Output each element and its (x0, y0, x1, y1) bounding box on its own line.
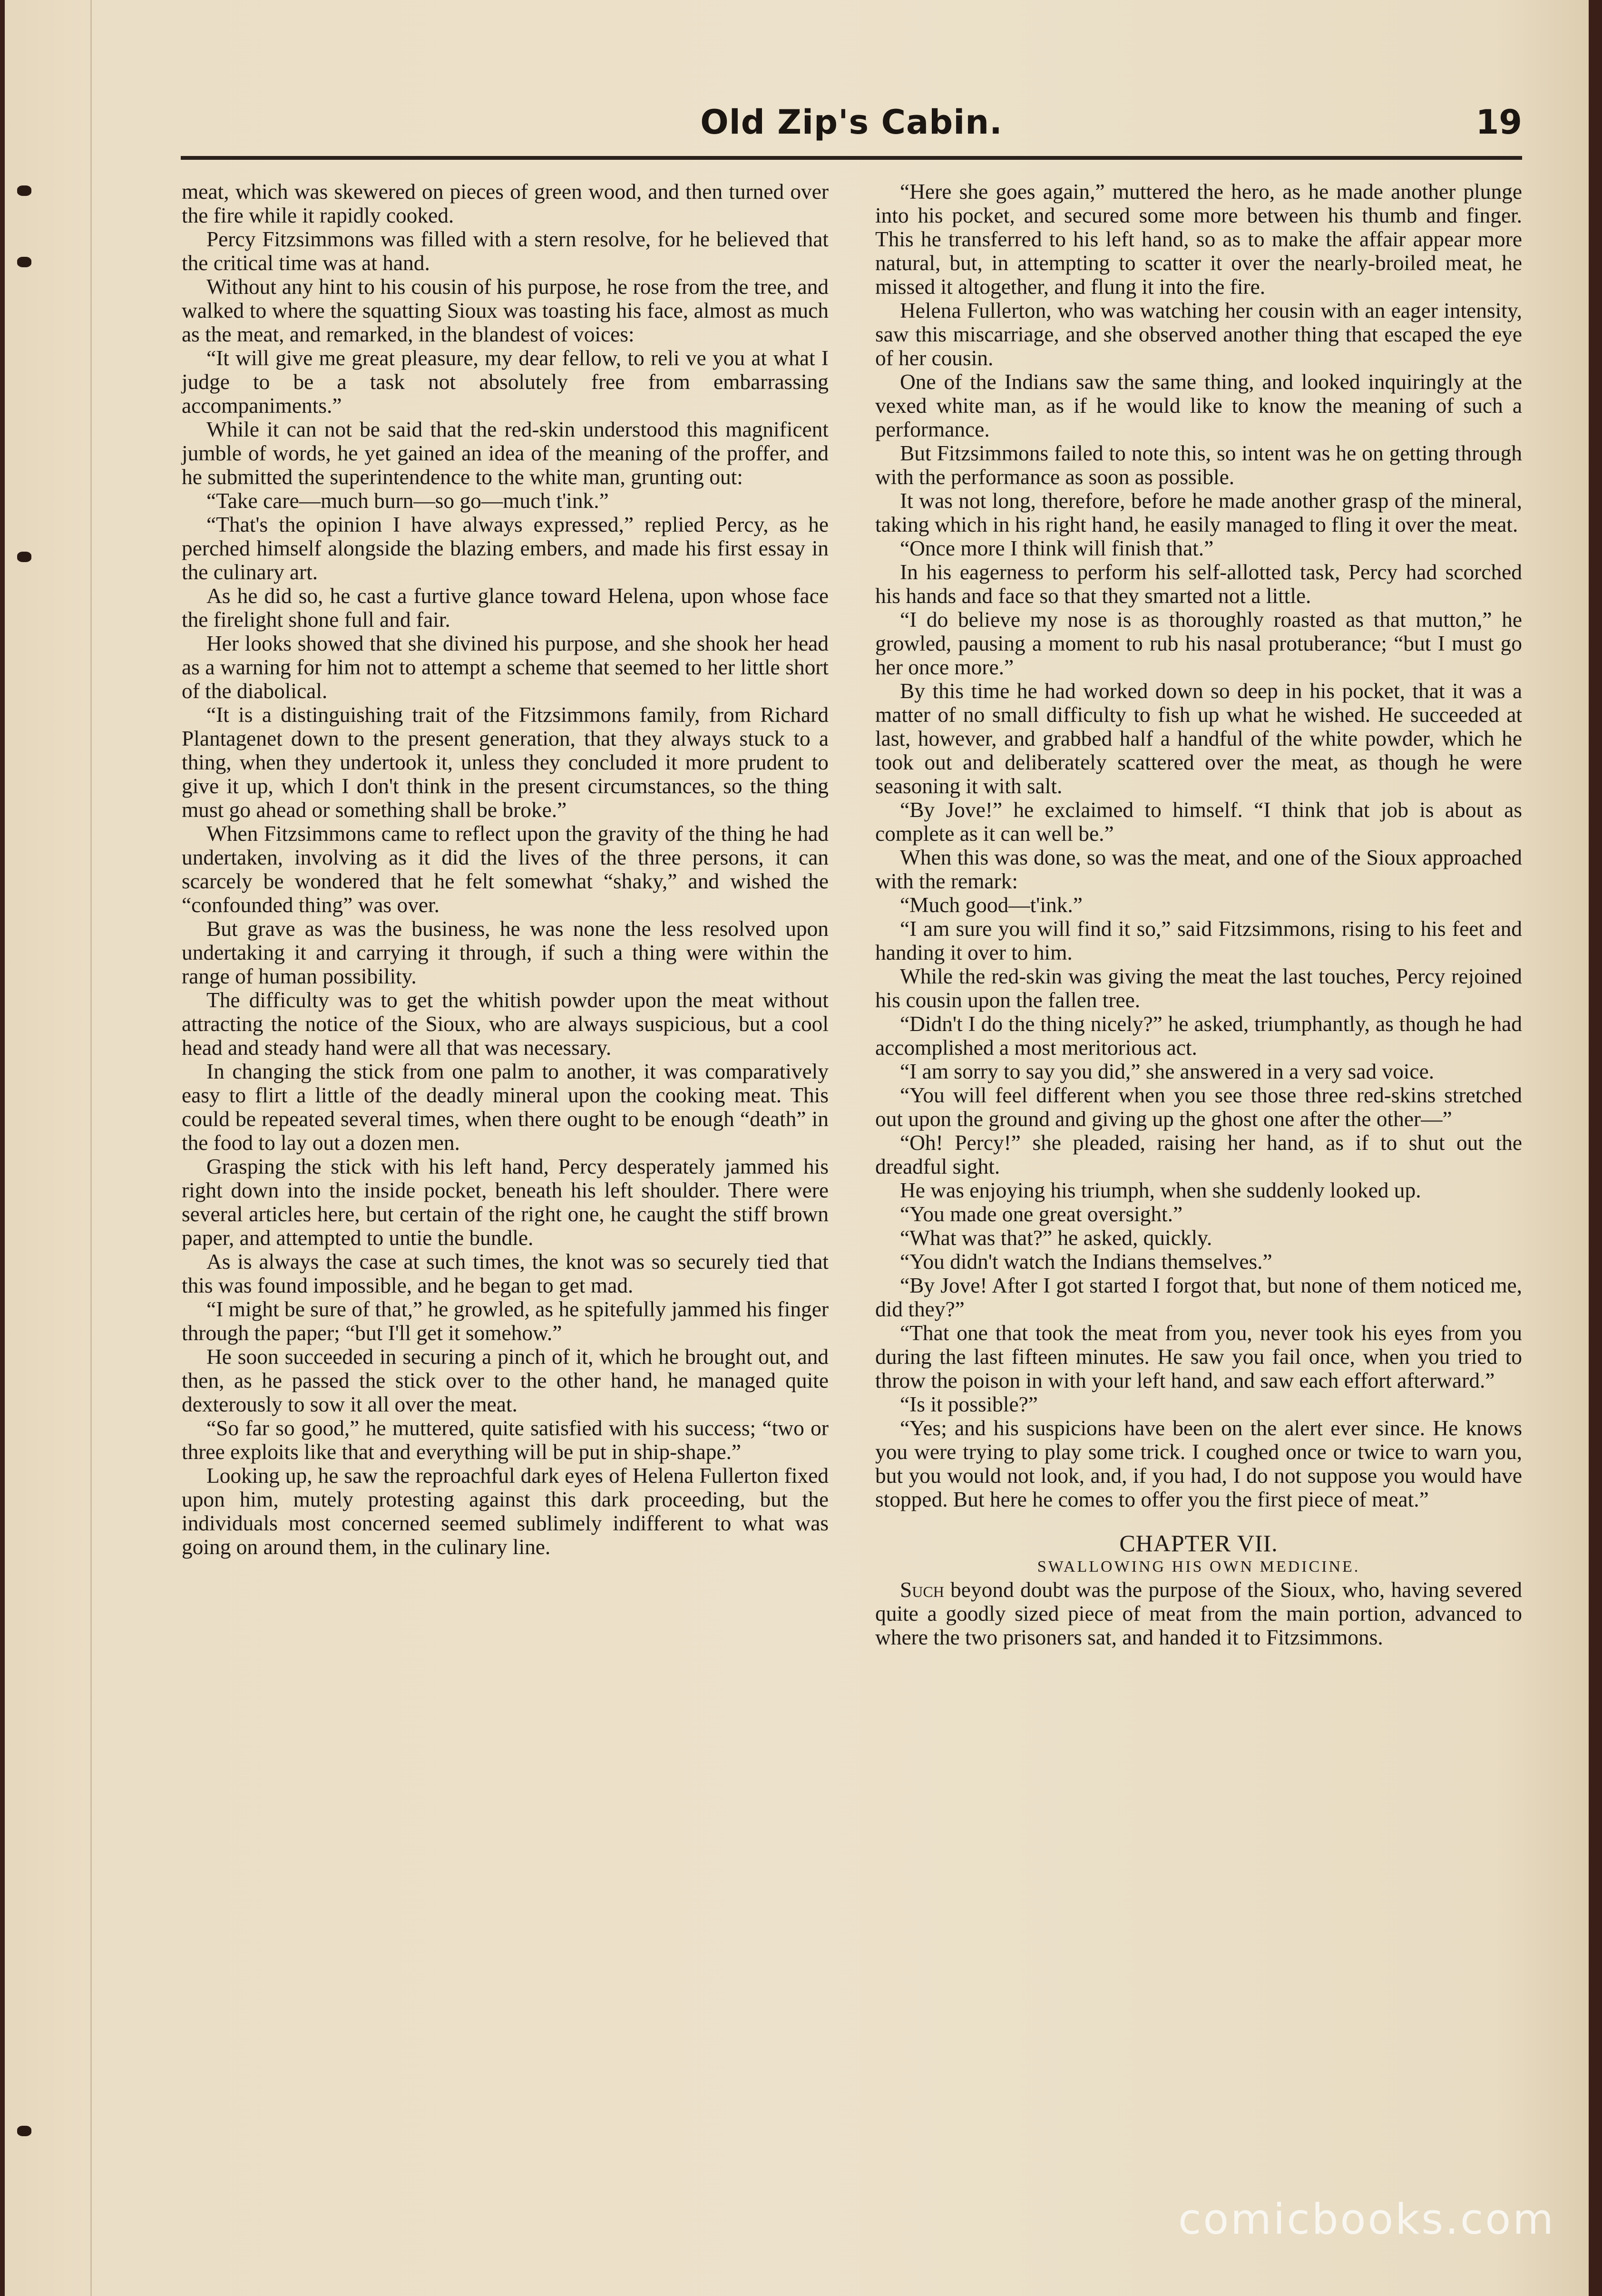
paragraph: “So far so good,” he muttered, quite satisfied with his success; “two or three exploits like that and everything will be put in ship-shape.” (182, 1416, 829, 1464)
chapter-opening-paragraph (875, 1578, 1522, 1649)
paragraph: “By Jove!” he exclaimed to himself. “I think that job is about as complete as it can well be.” (875, 798, 1522, 846)
right-column (875, 180, 1522, 1649)
paragraph: “Yes; and his suspicions have been on the alert ever since. He knows you were trying to play some trick. I coughed once or twice to warn you, but you would not look, and, if you had, I do not suppose you would have stopped. But here he comes to offer you the first piece of meat.” (875, 1416, 1522, 1511)
paragraph: “By Jove! After I got started I forgot that, but none of them noticed me, did they?” (875, 1274, 1522, 1321)
book-page (5, 0, 1589, 2296)
left-column (182, 180, 829, 1559)
paragraph: “Here she goes again,” muttered the hero, as he made another plunge into his pocket, and secured some more between his thumb and finger. This he transferred to his left hand, so as to make the affair appear more natural, but, in attempting to scatter it over the nearly-broiled meat, he missed it altogether, and flung it into the fire. (875, 180, 1522, 299)
binding-mark (17, 185, 31, 196)
paragraph: “I am sorry to say you did,” she answered in a very sad voice. (900, 1060, 1435, 1083)
chapter-heading: CHAPTER VII. (1119, 1530, 1278, 1557)
opening-word: Such (900, 1578, 944, 1602)
page-number: 19 (1475, 103, 1522, 142)
paragraph: “I am sure you will find it so,” said Fitzsimmons, rising to his feet and handing it over to him. (875, 917, 1522, 964)
paragraph: As he did so, he cast a furtive glance toward Helena, upon whose face the firelight shone full and fair. (182, 584, 829, 632)
paragraph: When Fitzsimmons came to reflect upon the gravity of the thing he had undertaken, involving as it did the lives of the three persons, it can scarcely be wondered that he felt somewhat “shaky,” and wished the “confounded thing” was over. (182, 822, 829, 917)
paragraph: “Take care—much burn—so go—much t'ink.” (206, 489, 609, 513)
paragraph: It was not long, therefore, before he made another grasp of the mineral, taking which in his right hand, he easily managed to fling it over the meat. (875, 489, 1522, 536)
paragraph: When this was done, so was the meat, and one of the Sioux approached with the remark: (875, 846, 1522, 893)
paragraph: One of the Indians saw the same thing, and looked inquiringly at the vexed white man, as if he would like to know the meaning of such a performance. (875, 370, 1522, 441)
paragraph: “Is it possible?” (900, 1392, 1038, 1416)
running-title: Old Zip's Cabin. (700, 103, 1003, 142)
paragraph: “Didn't I do the thing nicely?” he asked, triumphantly, as though he had accomplished a most meritorious act. (875, 1012, 1522, 1060)
paragraph: While it can not be said that the red-skin understood this magnificent jumble of words, he yet gained an idea of the meaning of the proffer, and he submitted the superintendence to the white man, grunting out: (182, 418, 829, 489)
paragraph: While the red-skin was giving the meat the last touches, Percy rejoined his cousin upon the fallen tree. (875, 964, 1522, 1012)
paragraph: “You made one great oversight.” (900, 1202, 1183, 1226)
watermark: comicbooks.com (1178, 2195, 1555, 2244)
paragraph: As is always the case at such times, the knot was so securely tied that this was found impossible, and he began to get mad. (182, 1250, 829, 1297)
paragraph: In changing the stick from one palm to another, it was comparatively easy to flirt a little of the deadly mineral upon the cooking meat. This could be repeated several times, when there ought to be enough “death” in the food to lay out a dozen men. (182, 1060, 829, 1155)
binding-mark (17, 2126, 31, 2136)
paragraph: Her looks showed that she divined his purpose, and she shook her head as a warning for him not to attempt a scheme that seemed to her little short of the diabolical. (182, 632, 829, 703)
paragraph: He soon succeeded in securing a pinch of it, which he brought out, and then, as he passed the stick over to the other hand, he managed quite dexterously to sow it all over the meat. (182, 1345, 829, 1416)
header-rule (181, 156, 1522, 160)
paragraph: In his eagerness to perform his self-allotted task, Percy had scorched his hands and face so that they smarted not a little. (875, 560, 1522, 608)
paragraph: Helena Fullerton, who was watching her cousin with an eager intensity, saw this miscarriage, and she observed another thing that escaped the eye of her cousin. (875, 299, 1522, 370)
paragraph: Without any hint to his cousin of his purpose, he rose from the tree, and walked to where the squatting Sioux was toasting his face, almost as much as the meat, and remarked, in the blandest of voices: (182, 275, 829, 346)
paragraph: “That one that took the meat from you, never took his eyes from you during the last fifteen minutes. He saw you fail once, when you tried to throw the poison in with your left hand, and saw each effort afterward.” (875, 1321, 1522, 1392)
paragraph: By this time he had worked down so deep in his pocket, that it was a matter of no small difficulty to fish up what he wished. He succeeded at last, however, and grabbed half a handful of the white powder, which he took out and deliberately scattered over the meat, as though he were seasoning it with salt. (875, 679, 1522, 798)
page-fold-line (90, 0, 92, 2296)
paragraph: “Oh! Percy!” she pleaded, raising her hand, as if to shut out the dreadful sight. (875, 1131, 1522, 1178)
paragraph: He was enjoying his triumph, when she suddenly looked up. (900, 1178, 1421, 1202)
paragraph: “I might be sure of that,” he growled, as he spitefully jammed his finger through the paper; “but I'll get it somehow.” (182, 1297, 829, 1345)
paragraph: Percy Fitzsimmons was filled with a stern resolve, for he believed that the critical time was at hand. (182, 227, 829, 275)
paragraph: “It will give me great pleasure, my dear fellow, to reli ve you at what I judge to be a task not absolutely free from embarrassing accompaniments.” (182, 346, 829, 418)
paragraph: “It is a distinguishing trait of the Fitzsimmons family, from Richard Plantagenet down to the present generation, that they always stuck to a thing, when they undertook it, unless they concluded it more prudent to give it up, which I don't think in the present circumstances, so the thing must go ahead or something shall be broke.” (182, 703, 829, 822)
paragraph: “Once more I think will finish that.” (900, 536, 1214, 560)
paragraph: “You didn't watch the Indians themselves.” (900, 1250, 1272, 1274)
page-header (181, 99, 1522, 156)
paragraph: “That's the opinion I have always expressed,” replied Percy, as he perched himself alongside the blazing embers, and made his first essay in the culinary art. (182, 513, 829, 584)
paragraph: “Much good—t'ink.” (900, 893, 1083, 917)
binding-mark (17, 257, 31, 267)
paragraph: “I do believe my nose is as thoroughly roasted as that mutton,” he growled, pausing a moment to rub his nasal protuberance; “but I must go her once more.” (875, 608, 1522, 679)
paragraph: The difficulty was to get the whitish powder upon the meat without attracting the notice of the Sioux, who are always suspicious, but a cool head and steady hand were all that was necessary. (182, 988, 829, 1060)
paragraph: But grave as was the business, he was none the less resolved upon undertaking it and carrying it through, if such a thing were within the range of human possibility. (182, 917, 829, 988)
opening-text: beyond doubt was the purpose of the Sioux, who, having severed quite a goodly sized piece of meat from the main portion, advanced to where the two prisoners sat, and handed it to Fitzsimmons. (875, 1578, 1522, 1649)
binding-mark (17, 552, 31, 562)
paragraph: Grasping the stick with his left hand, Percy desperately jammed his right down into the inside pocket, beneath his left shoulder. There were several articles here, but certain of the right one, he caught the stiff brown paper, and attempted to untie the bundle. (182, 1155, 829, 1250)
chapter-subtitle: SWALLOWING HIS OWN MEDICINE. (1037, 1558, 1360, 1576)
paragraph: Looking up, he saw the reproachful dark eyes of Helena Fullerton fixed upon him, mutely protesting against this dark proceeding, but the individuals most concerned seemed sublimely indifferent to what was going on around them, in the culinary line. (182, 1464, 829, 1559)
paragraph: “What was that?” he asked, quickly. (900, 1226, 1212, 1250)
paragraph: “You will feel different when you see those three red-skins stretched out upon the ground and giving up the ghost one after the other—” (875, 1083, 1522, 1131)
paragraph: But Fitzsimmons failed to note this, so intent was he on getting through with the performance as soon as possible. (875, 441, 1522, 489)
paragraph: meat, which was skewered on pieces of green wood, and then turned over the fire while it rapidly cooked. (182, 180, 829, 227)
